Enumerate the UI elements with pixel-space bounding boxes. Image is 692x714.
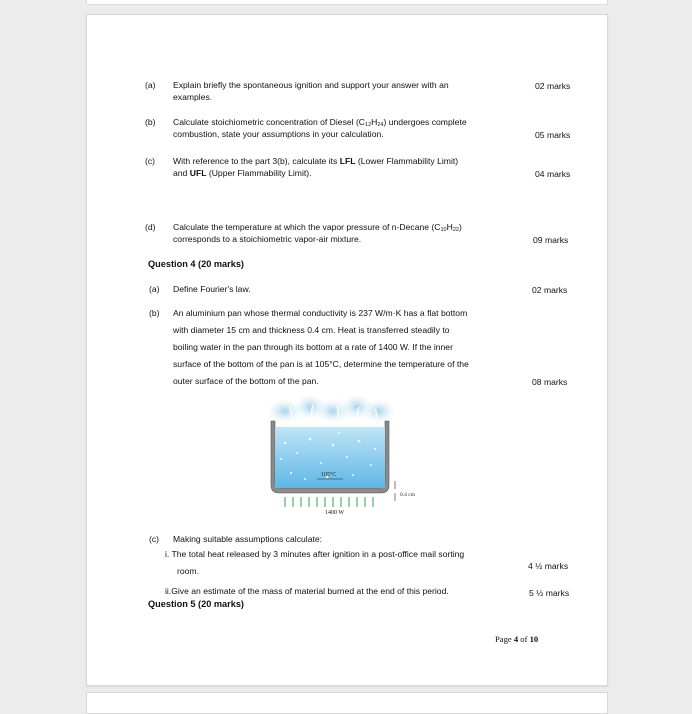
q4b-text-line: An aluminium pan whose thermal conductivity is 237 W/m·K has a flat bottom — [173, 308, 468, 318]
q4b-marks: 08 marks — [532, 377, 568, 387]
q4c-i-line2: room. — [177, 566, 199, 576]
q4c-ii-line: ii.Give an estimate of the mass of material burned at the end of this period. — [165, 586, 449, 596]
q4c-i-marks: 4 ½ marks — [528, 561, 569, 571]
q4b-text-line: with diameter 15 cm and thickness 0.4 cm. Heat is transferred steadily to — [173, 325, 450, 335]
q4c-i-line1: i. The total heat released by 3 minutes after ignition in a post-office mail sorting — [165, 549, 465, 559]
q3d-text-line2: corresponds to a stoichiometric vapor-air mixture. — [173, 234, 362, 244]
q3c-marks: 04 marks — [535, 169, 571, 179]
q4c-label: (c) — [149, 534, 160, 544]
pan-heat-transfer-figure — [255, 393, 425, 511]
q3d-marks: 09 marks — [533, 235, 569, 245]
q3c-label: (c) — [145, 156, 156, 166]
q3d-label: (d) — [145, 222, 156, 232]
figure-heat-label: 1400 W — [325, 510, 345, 516]
figure-thickness-label: 0.4 cm — [400, 492, 415, 498]
q4a-text: Define Fourier's law. — [173, 284, 251, 294]
q3a-marks: 02 marks — [535, 81, 571, 91]
question-4-heading: Question 4 (20 marks) — [148, 259, 244, 269]
document-page — [86, 14, 608, 686]
q3b-text-line1: Calculate stoichiometric concentration of Diesel $(C_{12}H_{24})$ undergoes complete — [173, 117, 467, 128]
q4b-label: (b) — [149, 308, 160, 318]
steam-cloud — [267, 394, 395, 423]
q4b-text-line: surface of the bottom of the pan is at 105°C, determine the temperature of the — [173, 359, 469, 369]
figure-temp-label: 105°C — [321, 472, 337, 478]
q3a-text-line1: Explain briefly the spontaneous ignition and support your answer with an — [173, 80, 449, 90]
q3b-marks: 05 marks — [535, 130, 571, 140]
q4c-ii-marks: 5 ½ marks — [529, 588, 570, 598]
previous-page-edge — [86, 0, 608, 5]
q3c-text-line1: With reference to the part 3(b), calculate its LFL (Lower Flammability Limit) — [173, 156, 459, 166]
q3b-label: (b) — [145, 117, 156, 127]
q3a-text-line2: examples. — [173, 92, 213, 102]
q3c-text-line2: and UFL (Upper Flammability Limit). — [173, 168, 312, 178]
q4b-text-line: outer surface of the bottom of the pan. — [173, 376, 319, 386]
question-5-heading: Question 5 (20 marks) — [148, 599, 244, 609]
q4a-label: (a) — [149, 284, 160, 294]
heat-flux-arrows — [285, 497, 373, 507]
q4b-text-line: boiling water in the pan through its bottom at a rate of 1400 W. If the inner — [173, 342, 453, 352]
q3b-text-line2: combustion, state your assumptions in your calculation. — [173, 129, 384, 139]
page-footer: Page 4 of 10 — [495, 634, 539, 644]
q4c-intro: Making suitable assumptions calculate: — [173, 534, 323, 544]
q3a-label: (a) — [145, 80, 156, 90]
q3d-text-line1: Calculate the temperature at which the vapor pressure of n-Decane $(C_{10}H_{22})$ — [173, 222, 462, 233]
q4a-marks: 02 marks — [532, 285, 568, 295]
next-page-edge — [86, 692, 608, 714]
